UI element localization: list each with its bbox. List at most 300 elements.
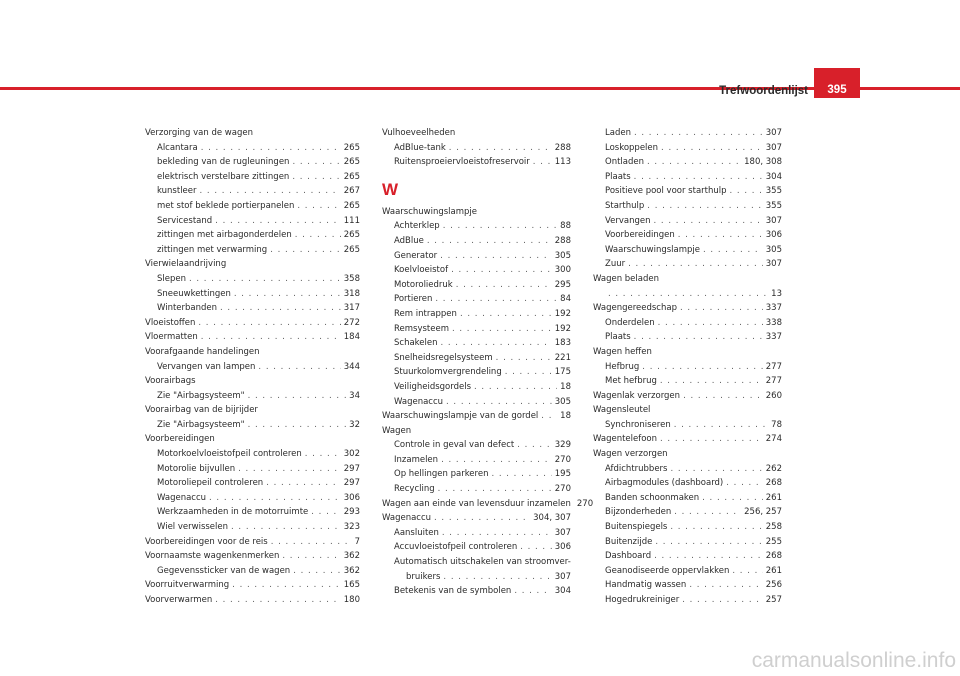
index-entry-page: 180 — [343, 595, 360, 605]
index-entry-term: Wagenaccu — [382, 513, 432, 524]
index-entry-term: Onderdelen — [605, 317, 655, 328]
index-entry-page: 323 — [343, 522, 360, 533]
index-heading: Automatisch uitschakelen van stroomver- — [394, 557, 571, 568]
dot-leader — [491, 467, 551, 482]
dot-leader — [660, 432, 763, 447]
index-entry — [145, 476, 360, 491]
index-entry-term: Motoroliepeil controleren — [157, 478, 264, 489]
index-entry-page: 183 — [554, 338, 571, 349]
index-entry-term: Slepen — [157, 273, 186, 284]
index-entry-term: Accuvloeistofpeil controleren — [394, 542, 518, 553]
index-entry — [382, 540, 571, 555]
dot-leader — [271, 535, 352, 550]
dot-leader — [438, 482, 552, 497]
index-entry — [382, 526, 571, 541]
index-entry-page: 307 — [765, 142, 782, 153]
index-entry-page: 362 — [343, 551, 360, 562]
dot-leader — [440, 249, 552, 264]
index-entry-page: 272 — [343, 317, 360, 328]
index-entry — [593, 316, 782, 331]
index-heading: Wagen heffen — [593, 346, 652, 357]
index-entry-term: Waarschuwingslampje van de gordel — [382, 411, 539, 422]
index-entry — [593, 535, 782, 550]
index-heading: Waarschuwingslampje — [382, 206, 478, 217]
index-entry-term: Stuurkolomvergrendeling — [394, 367, 502, 378]
index-heading: Voorafgaande handelingen — [145, 346, 260, 357]
index-entry-term: Laden — [605, 128, 631, 138]
index-entry-term: Waarschuwingslampje — [605, 244, 701, 255]
index-entry-term: Vloermatten — [145, 332, 198, 343]
index-entry — [593, 520, 782, 535]
index-entry — [593, 155, 782, 170]
index-entry-page: 306 — [554, 542, 571, 553]
index-entry-page: 32 — [349, 419, 360, 430]
index-entry-term: Loskoppelen — [605, 142, 659, 153]
index-entry-term: Sneeuwkettingen — [157, 288, 231, 299]
index-entry — [593, 360, 782, 375]
index-entry-page: 184 — [343, 332, 360, 343]
index-entry-term: Plaats — [605, 171, 631, 182]
index-entry-page: 192 — [554, 308, 571, 319]
index-entry-term: Positieve pool voor starthulp — [605, 186, 727, 197]
index-entry-term: Ontladen — [605, 157, 644, 168]
index-entry — [382, 511, 571, 526]
index-entry — [382, 570, 571, 585]
index-entry — [145, 155, 360, 170]
index-entry — [593, 432, 782, 447]
index-entry-page: 261 — [765, 492, 782, 503]
index-entry — [145, 578, 360, 593]
index-entry-page: 7 — [354, 536, 360, 547]
index-entry-term: Met hefbrug — [605, 376, 657, 387]
index-entry-term: kunstleer — [157, 186, 197, 197]
index-entry — [382, 395, 571, 410]
dot-leader — [293, 564, 341, 579]
index-entry-term: Werkzaamheden in de motorruimte — [157, 507, 309, 518]
index-entry-term: Motorkoelvloeistofpeil controleren — [157, 449, 302, 460]
index-entry-page: 288 — [554, 235, 571, 246]
index-entry-term: Hogedrukreiniger — [605, 595, 680, 605]
dot-leader — [647, 155, 741, 170]
index-column-1 — [145, 126, 360, 608]
index-entry — [145, 535, 360, 550]
dot-leader — [683, 389, 763, 404]
index-entry — [145, 593, 360, 608]
index-entry-term: Starthulp — [605, 200, 645, 211]
index-entry-term: Vervangen — [605, 215, 651, 226]
index-entry-page: 111 — [343, 215, 360, 226]
index-entry-term: AdBlue-tank — [394, 142, 446, 153]
dot-leader — [674, 418, 768, 433]
index-entry-term: Hefbrug — [605, 361, 640, 372]
dot-leader — [238, 462, 341, 477]
index-entry-term: Portieren — [394, 294, 433, 305]
index-entry-term: zittingen met airbagonderdelen — [157, 230, 292, 241]
index-entry — [593, 462, 782, 477]
index-entry-term: AdBlue — [394, 235, 424, 246]
index-entry — [145, 360, 360, 375]
dot-leader — [660, 374, 763, 389]
dot-leader — [702, 491, 763, 506]
index-entry — [382, 219, 571, 234]
index-entry-term: Buitenspiegels — [605, 522, 668, 533]
dot-leader — [460, 307, 552, 322]
index-entry-page: 297 — [343, 463, 360, 474]
index-entry-page: 344 — [343, 361, 360, 372]
dot-leader — [730, 184, 763, 199]
index-entry — [382, 263, 571, 278]
index-entry — [593, 184, 782, 199]
index-entry — [382, 584, 571, 599]
dot-leader — [232, 578, 341, 593]
index-entry-term: Wagenaccu — [157, 492, 207, 503]
index-entry — [593, 214, 782, 229]
index-entry-term: Controle in geval van defect — [394, 440, 515, 451]
index-entry-page: 256 — [765, 580, 782, 591]
dot-leader — [456, 278, 552, 293]
index-entry-page: 265 — [343, 244, 360, 255]
page-number: 395 — [827, 84, 847, 96]
dot-leader — [608, 287, 768, 302]
index-entry-page: 307 — [554, 571, 571, 582]
dot-leader — [628, 257, 763, 272]
index-entry-page: 268 — [765, 551, 782, 562]
index-entry — [593, 476, 782, 491]
page-title: Trefwoordenlijst — [719, 85, 808, 97]
index-entry — [382, 351, 571, 366]
index-entry-page: 18 — [560, 381, 571, 392]
index-entry-page: 306 — [343, 492, 360, 503]
index-entry-page: 265 — [343, 157, 360, 168]
index-entry — [382, 482, 571, 497]
index-entry-page: 165 — [343, 580, 360, 591]
index-entry-page: 297 — [343, 478, 360, 489]
index-entry-term: Koelvloeistof — [394, 265, 449, 276]
index-entry — [593, 199, 782, 214]
index-entry-page: 277 — [765, 376, 782, 387]
index-entry — [382, 249, 571, 264]
watermark: carmanualsonline.info — [751, 649, 956, 672]
index-entry — [593, 389, 782, 404]
index-entry-page: 305 — [554, 396, 571, 407]
index-entry-term: Afdichtrubbers — [605, 463, 668, 474]
dot-leader — [496, 351, 552, 366]
index-entry-page: 175 — [554, 367, 571, 378]
index-entry — [593, 257, 782, 272]
index-entry-term: Wagentelefoon — [593, 434, 658, 445]
index-heading: Wagen verzorgen — [593, 449, 668, 460]
index-entry-page: 337 — [765, 332, 782, 343]
dot-leader — [435, 292, 557, 307]
index-entry-term: Recycling — [394, 484, 435, 495]
index-entry-term: Gegevenssticker van de wagen — [157, 565, 291, 576]
index-entry — [145, 287, 360, 302]
index-entry — [593, 287, 782, 302]
dot-leader — [541, 409, 557, 424]
index-entry-page: 304, 307 — [533, 513, 571, 524]
index-entry-term: Airbagmodules (dashboard) — [605, 478, 724, 489]
dot-leader — [682, 593, 763, 608]
dot-leader — [209, 491, 341, 506]
dot-leader — [258, 360, 340, 375]
index-entry-page: 277 — [765, 361, 782, 372]
dot-leader — [446, 395, 552, 410]
dot-leader — [215, 593, 341, 608]
index-entry-term: Banden schoonmaken — [605, 492, 700, 503]
index-entry — [593, 374, 782, 389]
dot-leader — [201, 330, 341, 345]
index-heading: Wagensleutel — [593, 405, 651, 416]
page-number-box — [814, 68, 860, 98]
index-entry-term: Snelheidsregelsysteem — [394, 352, 493, 363]
index-entry-term: Wiel verwisselen — [157, 522, 229, 533]
index-entry — [145, 549, 360, 564]
index-entry — [145, 462, 360, 477]
index-entry-page: 265 — [343, 171, 360, 182]
index-entry-page: 256, 257 — [744, 507, 782, 518]
dot-leader — [189, 272, 341, 287]
index-entry-term: Ruitensproeiervloeistofreservoir — [394, 157, 530, 168]
dot-leader — [680, 301, 763, 316]
dot-leader — [670, 462, 762, 477]
index-entry — [145, 520, 360, 535]
index-entry — [593, 228, 782, 243]
index-entry — [145, 184, 360, 199]
index-entry-term: Wagen aan einde van levensduur inzamelen — [382, 498, 571, 509]
index-entry-term: Betekenis van de symbolen — [394, 586, 512, 597]
index-entry-term: Servicestand — [157, 215, 213, 226]
index-heading: Verzorging van de wagen — [145, 128, 253, 138]
index-entry — [145, 214, 360, 229]
index-entry — [145, 228, 360, 243]
index-entry — [382, 365, 571, 380]
dot-leader — [517, 438, 552, 453]
index-entry-page: 84 — [560, 294, 571, 305]
dot-leader — [642, 360, 762, 375]
dot-leader — [732, 564, 762, 579]
index-entry-term: bruikers — [406, 571, 441, 582]
dot-leader — [292, 155, 340, 170]
index-entry — [382, 497, 594, 512]
index-entry-term: Voorbereidingen voor de reis — [145, 536, 268, 547]
index-entry — [145, 301, 360, 316]
dot-leader — [634, 330, 763, 345]
index-entry-term: Vervangen van lampen — [157, 361, 256, 372]
dot-leader — [654, 549, 763, 564]
index-entry-page: 355 — [765, 200, 782, 211]
index-entry-term: met stof beklede portierpanelen — [157, 200, 295, 211]
dot-leader — [670, 520, 762, 535]
dot-leader — [449, 141, 552, 156]
index-entry-term: Voorbereidingen — [605, 230, 675, 241]
index-entry-page: 274 — [765, 434, 782, 445]
index-entry-term: Op hellingen parkeren — [394, 469, 489, 480]
index-entry — [593, 170, 782, 185]
index-entry — [593, 564, 782, 579]
index-entry-page: 270 — [576, 498, 594, 509]
dot-leader — [726, 476, 763, 491]
index-entry — [382, 307, 571, 322]
index-entry-page: 304 — [765, 171, 782, 182]
index-entry-page: 318 — [343, 288, 360, 299]
index-entry-term: Voorverwarmen — [145, 595, 213, 605]
index-entry — [382, 141, 571, 156]
index-entry-term: Achterklep — [394, 221, 440, 232]
index-entry — [382, 409, 571, 424]
index-entry-term: elektrisch verstelbare zittingen — [157, 171, 290, 182]
dot-leader — [282, 549, 340, 564]
index-entry — [382, 467, 571, 482]
index-entry-page: 13 — [771, 288, 782, 299]
index-entry-page: 257 — [765, 595, 782, 605]
index-heading: Wagen beladen — [593, 273, 659, 284]
index-entry-page: 305 — [554, 250, 571, 261]
index-entry — [145, 389, 360, 404]
index-entry-term: bekleding van de rugleuningen — [157, 157, 290, 168]
dot-leader — [505, 365, 552, 380]
index-entry — [382, 278, 571, 293]
index-entry — [382, 438, 571, 453]
index-entry-term: Wagengereedschap — [593, 303, 677, 314]
index-entry-page: 307 — [554, 527, 571, 538]
index-entry-page: 255 — [765, 536, 782, 547]
index-entry-term: Wagenlak verzorgen — [593, 390, 681, 401]
index-entry-term: Bijzonderheden — [605, 507, 672, 518]
index-entry-page: 34 — [349, 390, 360, 401]
index-entry-page: 18 — [560, 411, 571, 422]
index-column-2 — [382, 126, 594, 599]
index-entry-term: Plaats — [605, 332, 631, 343]
index-entry-term: Geanodiseerde oppervlakken — [605, 565, 730, 576]
index-entry-term: Schakelen — [394, 338, 438, 349]
index-entry-page: 258 — [765, 522, 782, 533]
dot-leader — [198, 316, 340, 331]
dot-leader — [200, 184, 341, 199]
dot-leader — [248, 418, 347, 433]
index-entry-page: 265 — [343, 230, 360, 241]
index-entry-term: Handmatig wassen — [605, 580, 687, 591]
index-entry-page: 338 — [765, 317, 782, 328]
index-entry — [145, 491, 360, 506]
index-entry-term: Voorruitverwarming — [145, 580, 230, 591]
index-entry-page: 265 — [343, 200, 360, 211]
index-entry — [145, 447, 360, 462]
dot-leader — [234, 287, 341, 302]
dot-leader — [266, 476, 341, 491]
index-entry — [593, 505, 782, 520]
index-entry — [145, 141, 360, 156]
dot-leader — [703, 243, 763, 258]
dot-leader — [305, 447, 341, 462]
index-entry — [593, 549, 782, 564]
dot-leader — [520, 540, 552, 555]
dot-leader — [443, 570, 551, 585]
index-entry — [382, 292, 571, 307]
index-entry-term: Zie "Airbagsysteem" — [157, 419, 245, 430]
index-entry — [145, 564, 360, 579]
index-entry-page: 195 — [554, 469, 571, 480]
index-entry-term: Synchroniseren — [605, 419, 671, 430]
dot-leader — [442, 526, 552, 541]
index-entry-term: Wagenaccu — [394, 396, 444, 407]
index-entry — [145, 418, 360, 433]
index-entry-term: Remsysteem — [394, 323, 449, 334]
index-entry-page: 265 — [343, 142, 360, 153]
index-entry-term: Zie "Airbagsysteem" — [157, 390, 245, 401]
dot-leader — [634, 126, 763, 141]
dot-leader — [474, 380, 557, 395]
dot-leader — [443, 219, 557, 234]
index-entry — [145, 199, 360, 214]
index-entry — [145, 330, 360, 345]
dot-leader — [689, 578, 762, 593]
dot-leader — [661, 141, 763, 156]
index-entry-term: Vloeistoffen — [145, 317, 196, 328]
dot-leader — [231, 520, 341, 535]
dot-leader — [270, 243, 341, 258]
index-entry-page: 293 — [343, 507, 360, 518]
index-heading: Vulhoeveelheden — [382, 128, 456, 138]
dot-leader — [220, 301, 341, 316]
index-entry-page: 295 — [554, 279, 571, 290]
index-entry-page: 270 — [554, 484, 571, 495]
dot-leader — [655, 535, 762, 550]
index-entry-term: Dashboard — [605, 551, 652, 562]
index-entry — [593, 141, 782, 156]
index-entry — [593, 491, 782, 506]
index-entry-page: 221 — [554, 352, 571, 363]
index-entry — [382, 322, 571, 337]
index-entry-page: 307 — [765, 215, 782, 226]
dot-leader — [292, 170, 340, 185]
index-entry-page: 260 — [765, 390, 782, 401]
index-entry-page: 261 — [765, 565, 782, 576]
index-entry — [593, 330, 782, 345]
index-entry — [382, 234, 571, 249]
index-entry-term: Voornaamste wagenkenmerken — [145, 551, 280, 562]
index-entry-page: 288 — [554, 142, 571, 153]
index-entry-page: 192 — [554, 323, 571, 334]
index-heading: Voorbereidingen — [145, 434, 215, 445]
index-entry-page: 307 — [765, 128, 782, 138]
index-heading: Voorairbag van de bijrijder — [145, 405, 258, 416]
dot-leader — [311, 505, 341, 520]
index-entry — [145, 272, 360, 287]
index-entry — [382, 380, 571, 395]
index-entry-page: 317 — [343, 303, 360, 314]
index-entry-term: Zuur — [605, 259, 626, 270]
dot-leader — [441, 453, 552, 468]
dot-leader — [634, 170, 763, 185]
index-entry-term: Inzamelen — [394, 454, 439, 465]
dot-leader — [452, 322, 552, 337]
index-entry-page: 302 — [343, 449, 360, 460]
dot-leader — [451, 263, 552, 278]
index-entry-page: 337 — [765, 303, 782, 314]
dot-leader — [678, 228, 763, 243]
index-entry-term: Motoroliedruk — [394, 279, 453, 290]
dot-leader — [248, 389, 347, 404]
dot-leader — [514, 584, 551, 599]
dot-leader — [297, 199, 340, 214]
index-entry-page: 304 — [554, 586, 571, 597]
dot-leader — [658, 316, 763, 331]
index-entry-page: 355 — [765, 186, 782, 197]
index-entry-page: 268 — [765, 478, 782, 489]
index-entry-term: zittingen met verwarming — [157, 244, 268, 255]
index-entry — [382, 155, 571, 170]
index-entry-term: Aansluiten — [394, 527, 439, 538]
